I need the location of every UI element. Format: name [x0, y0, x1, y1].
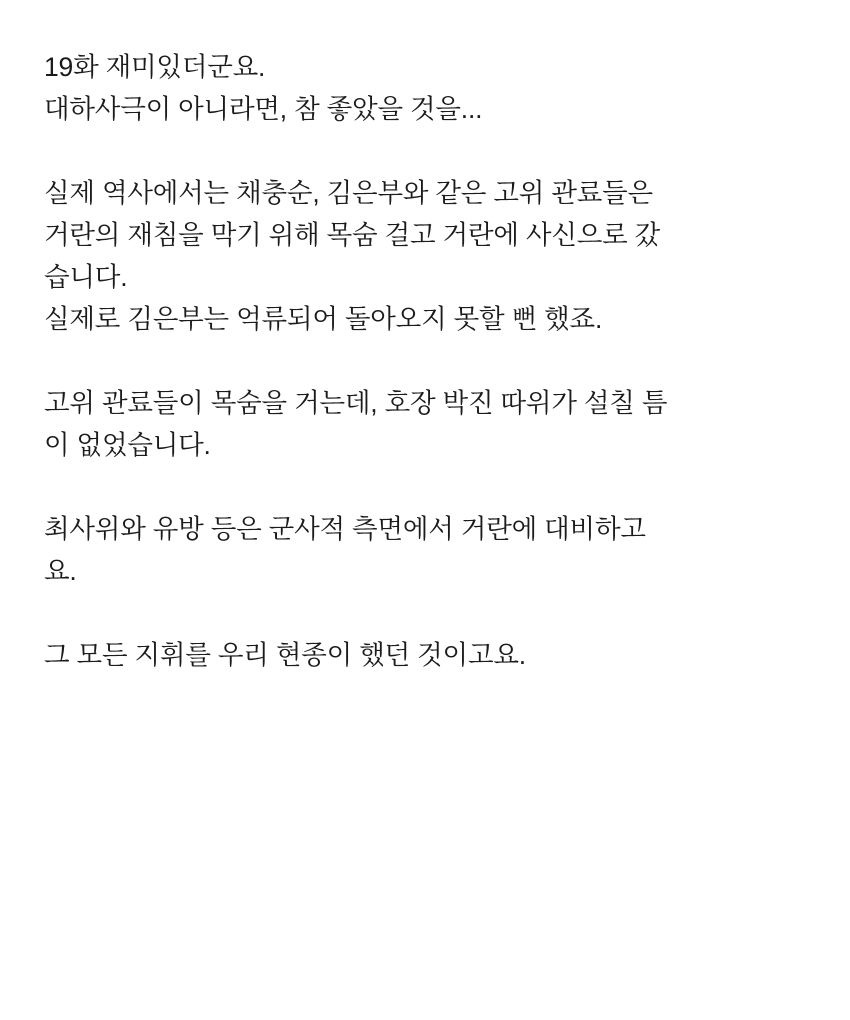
text-line: 실제로 김은부는 억류되어 돌아오지 못할 뻔 했죠.: [44, 304, 603, 334]
paragraph-spacer: [44, 130, 806, 172]
text-line: 요.: [44, 556, 77, 586]
text-line: 실제 역사에서는 채충순, 김은부와 같은 고위 관료들은: [44, 178, 653, 208]
text-line: 이 없었습니다.: [44, 430, 211, 460]
paragraph-3: [44, 382, 806, 466]
text-line: 19화 재미있더군요.: [44, 52, 266, 82]
paragraph-spacer: [44, 466, 806, 508]
paragraph-4: [44, 508, 806, 592]
text-line: 거란의 재침을 막기 위해 목숨 걸고 거란에 사신으로 갔: [44, 220, 661, 250]
paragraph-2: [44, 172, 806, 340]
text-line: 최사위와 유방 등은 군사적 측면에서 거란에 대비하고: [44, 514, 646, 544]
paragraph-spacer: [44, 340, 806, 382]
document-text-body: [44, 46, 806, 676]
text-line: 습니다.: [44, 262, 128, 292]
text-line: 고위 관료들이 목숨을 거는데, 호장 박진 따위가 설칠 틈: [44, 388, 668, 418]
text-line: 그 모든 지휘를 우리 현종이 했던 것이고요.: [44, 640, 526, 670]
text-line: 대하사극이 아니라면, 참 좋았을 것을...: [44, 94, 483, 124]
paragraph-5: [44, 634, 806, 676]
paragraph-spacer: [44, 592, 806, 634]
paragraph-1: [44, 46, 806, 130]
